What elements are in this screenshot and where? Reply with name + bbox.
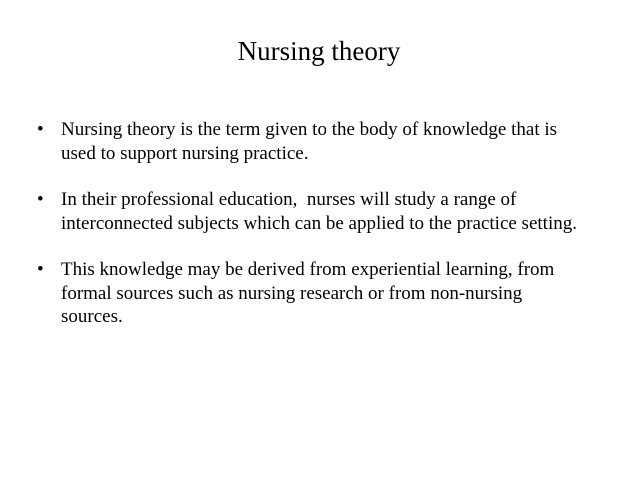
slide-title: Nursing theory — [237, 36, 401, 66]
bullet-dot-icon: • — [37, 189, 44, 210]
bullet-item-2 — [0, 188, 581, 235]
bullet-dot-icon: • — [37, 119, 44, 140]
bullet-item-1 — [0, 118, 581, 165]
bullet-text-2: In their professional education, nurses will study a range of interconnected subjects which can be applied to the practice setting. — [61, 189, 577, 234]
bullet-list — [0, 118, 638, 352]
bullet-text-1: Nursing theory is the term given to the body of knowledge that is used to support nursing practice. — [61, 119, 558, 164]
bullet-item-3 — [0, 258, 581, 329]
bullet-dot-icon: • — [37, 259, 44, 280]
bullet-text-3: This knowledge may be derived from experiential learning, from formal sources such as nursing research or from non-nursing sources. — [61, 259, 555, 327]
